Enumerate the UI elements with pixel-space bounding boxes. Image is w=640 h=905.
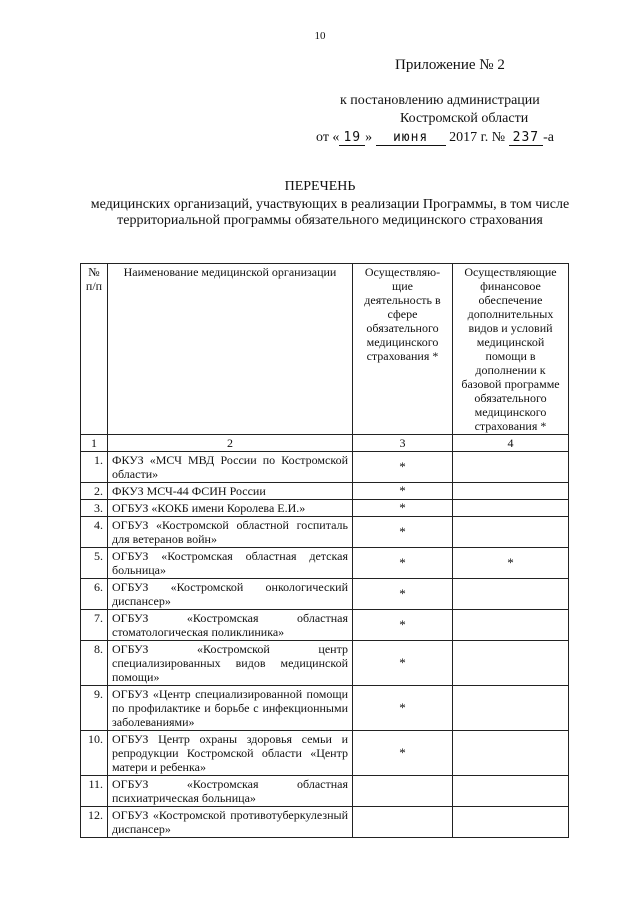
row-number: 11. xyxy=(81,776,108,807)
table-row xyxy=(81,452,569,483)
organization-name: ОГБУЗ «Костромская областная стоматологическая поликлиника» xyxy=(108,610,353,641)
row-number: 6. xyxy=(81,579,108,610)
document-subtitle: медицинских организаций, участвующих в реализации Программы, в том числе территориальной программы обязательного медицинского страхования xyxy=(90,197,570,228)
oms-mark: * xyxy=(353,731,453,776)
document-heading: ПЕРЕЧЕНЬ xyxy=(284,179,356,194)
table-row xyxy=(81,483,569,500)
organization-name: ОГБУЗ «Костромской противотуберкулезный диспансер» xyxy=(108,807,353,838)
column-number-row xyxy=(81,435,569,452)
row-number: 7. xyxy=(81,610,108,641)
organization-name: ОГБУЗ «Костромской областной госпиталь для ветеранов войн» xyxy=(108,517,353,548)
header-oms-activity: Осуществляю- щие деятельность в сфере обязательного медицинского страхования * xyxy=(353,264,453,435)
row-number: 9. xyxy=(81,686,108,731)
oms-mark: * xyxy=(353,452,453,483)
row-number: 1. xyxy=(81,452,108,483)
row-number: 10. xyxy=(81,731,108,776)
organization-name: ФКУЗ МСЧ-44 ФСИН России xyxy=(108,483,353,500)
resolution-date-line xyxy=(316,130,554,146)
extra-funding-mark xyxy=(453,483,569,500)
column-number: 2 xyxy=(108,435,353,452)
extra-funding-mark xyxy=(453,610,569,641)
appendix-title: Приложение № 2 xyxy=(395,57,505,73)
extra-funding-mark xyxy=(453,807,569,838)
handwritten-number: 237 xyxy=(509,131,543,146)
organization-name: ОГБУЗ «КОКБ имени Королева Е.И.» xyxy=(108,500,353,517)
table-row xyxy=(81,641,569,686)
row-number: 5. xyxy=(81,548,108,579)
extra-funding-mark xyxy=(453,731,569,776)
date-quote: » xyxy=(365,130,373,145)
organization-name: ФКУЗ «МСЧ МВД России по Костромской области» xyxy=(108,452,353,483)
table-row xyxy=(81,579,569,610)
organization-name: ОГБУЗ «Костромская областная психиатрическая больница» xyxy=(108,776,353,807)
page-number: 10 xyxy=(314,30,326,42)
handwritten-day: 19 xyxy=(339,131,365,146)
table-row xyxy=(81,500,569,517)
oms-mark: * xyxy=(353,579,453,610)
column-number: 1 xyxy=(81,435,108,452)
oms-mark: * xyxy=(353,641,453,686)
table-header-row xyxy=(81,264,569,435)
table-row xyxy=(81,610,569,641)
organization-name: ОГБУЗ «Костромская областная детская больница» xyxy=(108,548,353,579)
extra-funding-mark xyxy=(453,452,569,483)
column-number: 4 xyxy=(453,435,569,452)
oms-mark xyxy=(353,807,453,838)
handwritten-month: июня xyxy=(376,131,446,146)
oms-mark: * xyxy=(353,517,453,548)
extra-funding-mark xyxy=(453,500,569,517)
table-row xyxy=(81,517,569,548)
column-number: 3 xyxy=(353,435,453,452)
extra-funding-mark xyxy=(453,579,569,610)
table-row xyxy=(81,807,569,838)
table-row xyxy=(81,548,569,579)
row-number: 2. xyxy=(81,483,108,500)
row-number: 3. xyxy=(81,500,108,517)
table-row xyxy=(81,731,569,776)
oms-mark: * xyxy=(353,483,453,500)
header-number: № п/п xyxy=(81,264,108,435)
row-number: 4. xyxy=(81,517,108,548)
row-number: 12. xyxy=(81,807,108,838)
organization-name: ОГБУЗ «Центр специализированной помощи по профилактике и борьбе с инфекционными заболеваниями» xyxy=(108,686,353,731)
oms-mark: * xyxy=(353,500,453,517)
extra-funding-mark xyxy=(453,686,569,731)
resolution-reference: к постановлению администрации xyxy=(340,93,540,108)
extra-funding-mark xyxy=(453,517,569,548)
extra-funding-mark xyxy=(453,641,569,686)
extra-funding-mark xyxy=(453,776,569,807)
oms-mark xyxy=(353,776,453,807)
oms-mark: * xyxy=(353,548,453,579)
organizations-table xyxy=(80,263,569,838)
header-extra-funding: Осуществляющие финансовое обеспечение дополнительных видов и условий медицинской помощи в дополнении к базовой программе обязательного медицинского страхования * xyxy=(453,264,569,435)
organization-name: ОГБУЗ «Костромской центр специализированных видов медицинской помощи» xyxy=(108,641,353,686)
organization-name: ОГБУЗ «Костромской онкологический диспансер» xyxy=(108,579,353,610)
date-prefix: от « xyxy=(316,130,340,145)
number-suffix: -а xyxy=(543,130,554,145)
oms-mark: * xyxy=(353,610,453,641)
region-name: Костромской области xyxy=(400,111,529,126)
organization-name: ОГБУЗ Центр охраны здоровья семьи и репродукции Костромской области «Центр матери и ребенка» xyxy=(108,731,353,776)
extra-funding-mark: * xyxy=(453,548,569,579)
table-row xyxy=(81,776,569,807)
year-and-number-label: 2017 г. № xyxy=(449,130,506,145)
oms-mark: * xyxy=(353,686,453,731)
table-row xyxy=(81,686,569,731)
row-number: 8. xyxy=(81,641,108,686)
header-organization-name: Наименование медицинской организации xyxy=(108,264,353,435)
